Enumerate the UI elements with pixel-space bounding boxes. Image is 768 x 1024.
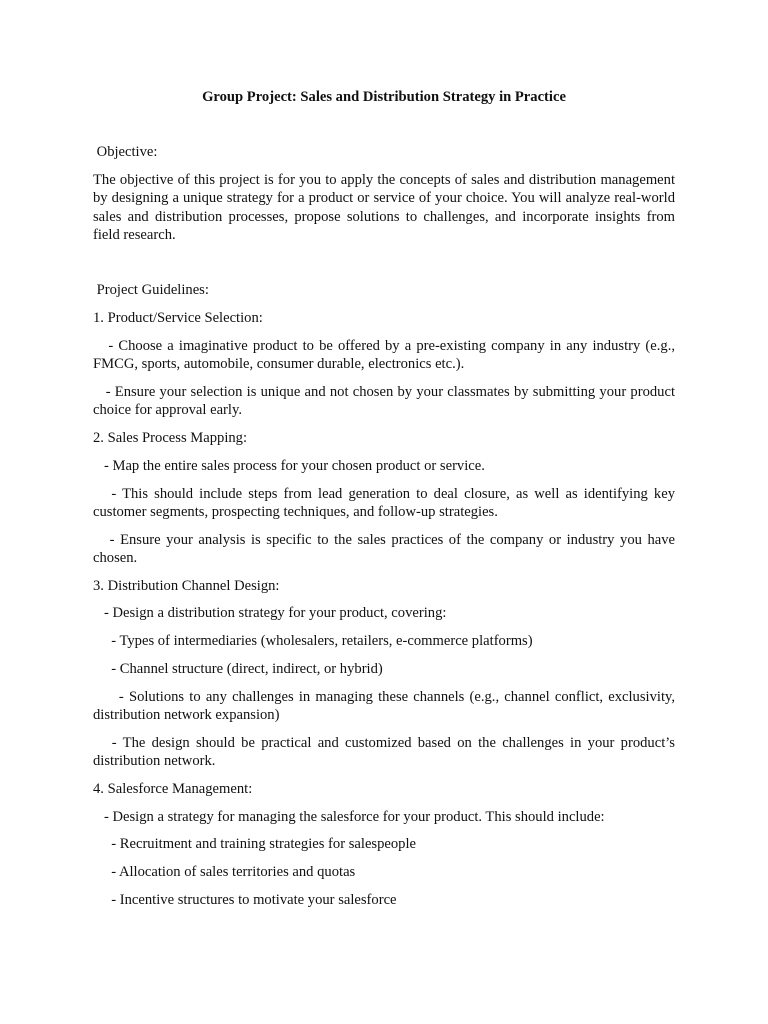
list-item: - Choose a imaginative product to be offered by a pre-existing company in any industry (e.g., FMCG, sports, automobile, consumer durable, electronics etc.).: [93, 338, 679, 373]
list-item: - Channel structure (direct, indirect, or hybrid): [93, 661, 383, 677]
list-item: - Solutions to any challenges in managing these channels (e.g., channel conflict, exclusivity, distribution network expansion): [93, 689, 679, 724]
list-item: - Design a distribution strategy for your product, covering:: [93, 605, 447, 621]
list-item: - Allocation of sales territories and quotas: [93, 864, 356, 880]
document-page: [93, 0, 679, 1024]
section-heading: 3. Distribution Channel Design:: [93, 578, 280, 594]
document-title: Group Project: Sales and Distribution Strategy in Practice: [202, 89, 566, 105]
list-item: - Map the entire sales process for your chosen product or service.: [93, 458, 485, 474]
list-item: - Ensure your analysis is specific to the sales practices of the company or industry you have chosen.: [93, 532, 679, 567]
list-item: - Incentive structures to motivate your salesforce: [93, 892, 397, 908]
list-item: - Types of intermediaries (wholesalers, retailers, e-commerce platforms): [93, 633, 533, 649]
section-heading: 2. Sales Process Mapping:: [93, 430, 248, 446]
section-heading: 1. Product/Service Selection:: [93, 310, 263, 326]
list-item: - This should include steps from lead generation to deal closure, as well as identifying key customer segments, prospecting techniques, and follow-up strategies.: [93, 486, 679, 521]
section-heading: 4. Salesforce Management:: [93, 781, 253, 797]
list-item: - Recruitment and training strategies for salespeople: [93, 836, 416, 852]
list-item: - Ensure your selection is unique and not chosen by your classmates by submitting your product choice for approval early.: [93, 384, 679, 419]
objective-text: The objective of this project is for you to apply the concepts of sales and distribution management by designing a unique strategy for a product or service of your choice. You will analyze real-world sales and distribution processes, propose solutions to challenges, and incorporate insights from field research.: [93, 172, 675, 243]
list-item: - The design should be practical and customized based on the challenges in your product’s distribution network.: [93, 735, 679, 770]
objective-heading: Objective:: [93, 144, 158, 160]
list-item: - Design a strategy for managing the salesforce for your product. This should include:: [93, 809, 605, 825]
guidelines-heading: Project Guidelines:: [93, 282, 209, 298]
